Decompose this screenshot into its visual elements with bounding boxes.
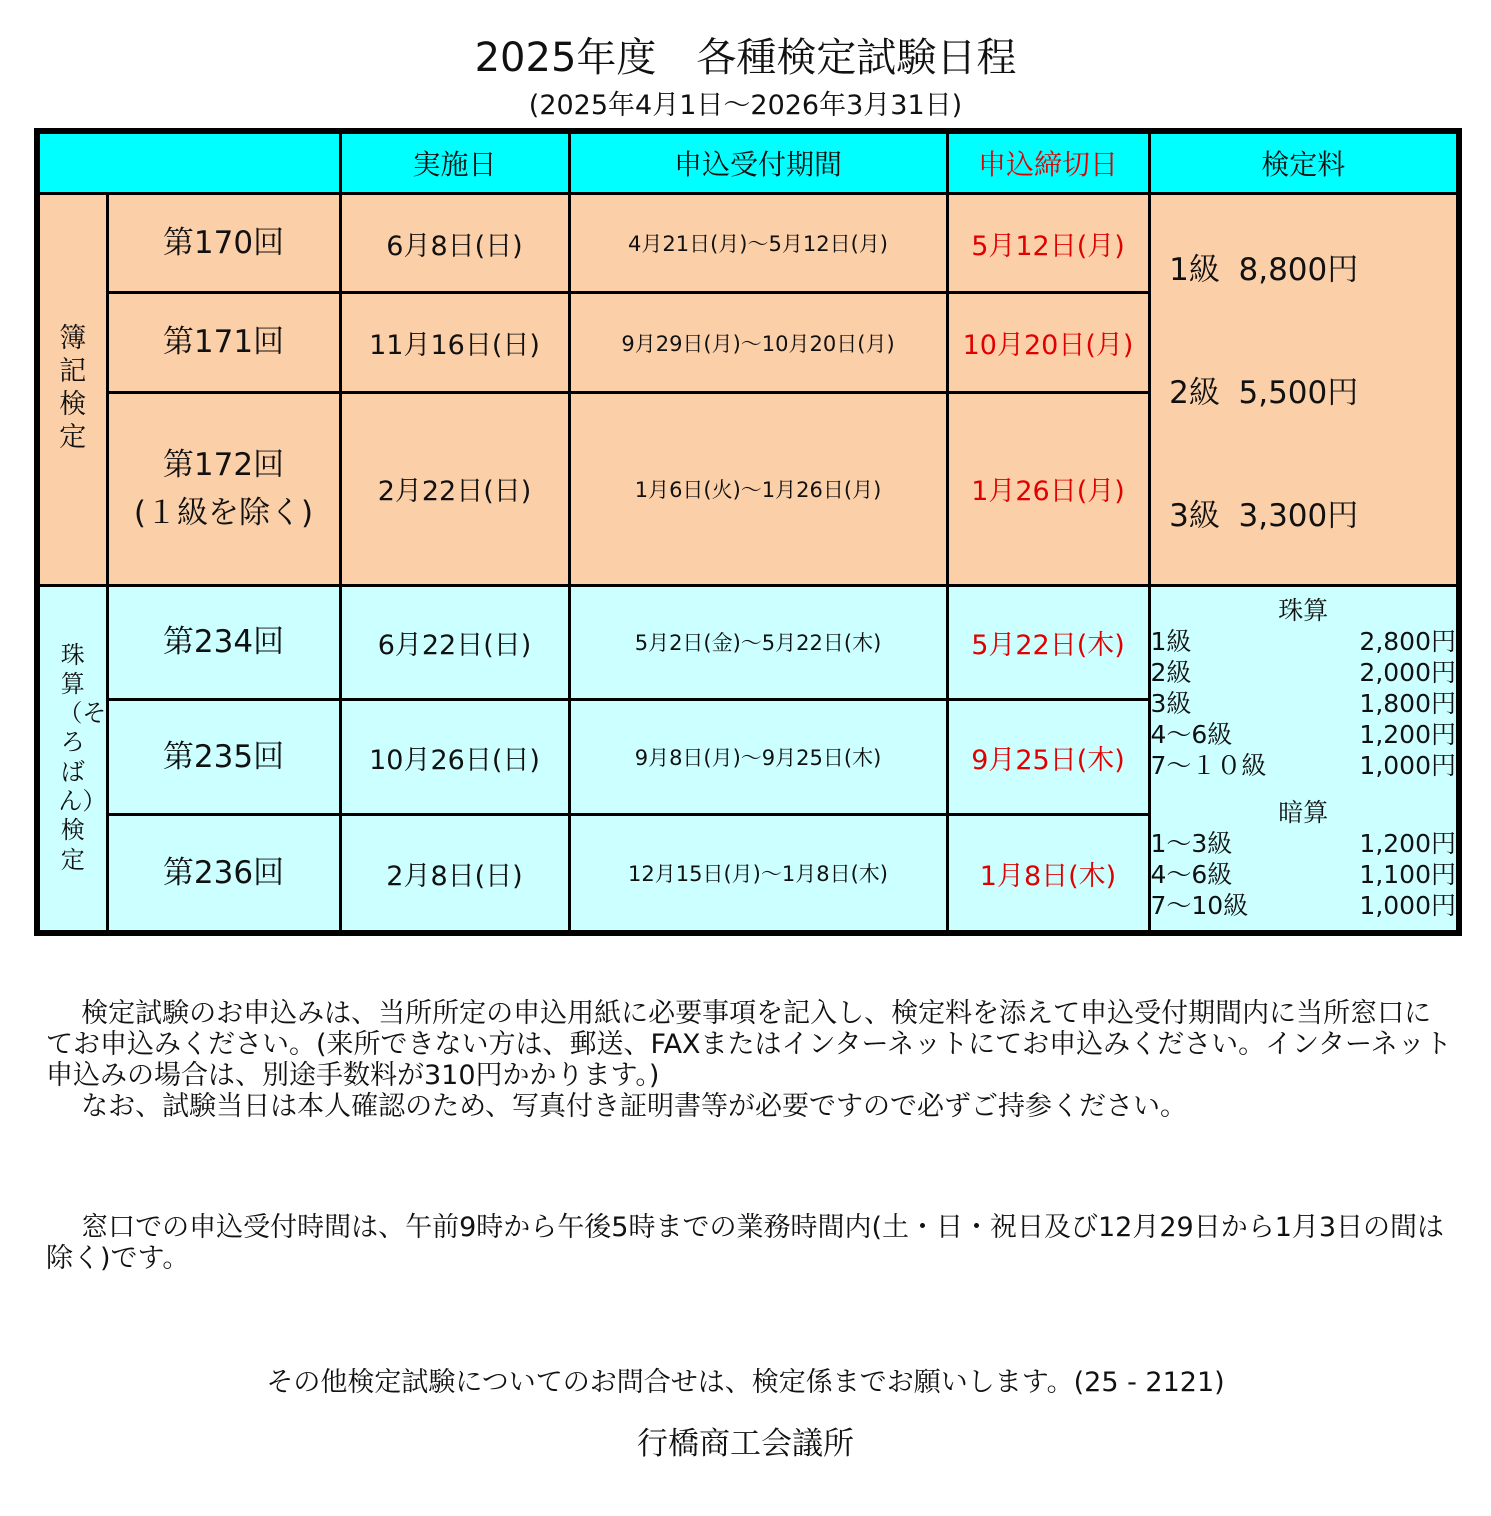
application-period-cell: 1月6日(火)～1月26日(月): [569, 392, 947, 585]
round-cell: 第235回: [107, 700, 340, 815]
fee-line: [1151, 328, 1457, 451]
table-row: [37, 585, 1459, 700]
boki-fee-cell: [1149, 194, 1459, 586]
round-number: 第172回: [162, 446, 285, 483]
application-period-cell: 5月2日(金)～5月22日(木): [569, 585, 947, 700]
note-hours: 窓口での申込受付時間は、午前9時から午後5時までの業務時間内(土・日・祝日及び12月29日から1月3日の間は除く)です。: [46, 1212, 1445, 1274]
deadline-cell: 10月20日(月): [947, 293, 1149, 392]
fee-grade: 2級: [1169, 374, 1220, 411]
deadline-cell: 5月12日(月): [947, 194, 1149, 293]
fee-amount: 5,500円: [1238, 374, 1359, 411]
fee-line: 1～3級 1,200円: [1150, 829, 1456, 859]
application-period-cell: 12月15日(月)～1月8日(木): [569, 815, 947, 933]
page-subtitle: (2025年4月1日～2026年3月31日): [528, 90, 963, 121]
notes-block-2: [46, 1212, 1456, 1274]
exam-date-cell: 11月16日(日): [340, 293, 569, 392]
fee-amount: 8,800円: [1238, 251, 1359, 288]
fee-grade: 1級: [1169, 251, 1220, 288]
deadline-cell: 1月8日(木): [947, 815, 1149, 933]
exam-date-cell: 2月8日(日): [340, 815, 569, 933]
deadline-cell: 1月26日(月): [947, 392, 1149, 585]
round-cell: [107, 392, 340, 585]
header-corner: [37, 131, 340, 194]
header-deadline: 申込締切日: [947, 131, 1149, 194]
header-row: [37, 131, 1459, 194]
anzan-label: 暗算: [1278, 798, 1329, 828]
round-cell: 第170回: [107, 194, 340, 293]
fee-line: 7～10級 1,000円: [1150, 891, 1456, 921]
organization-name: 行橋商工会議所: [637, 1426, 854, 1462]
fee-line: [1151, 205, 1457, 328]
header-fee: 検定料: [1149, 131, 1459, 194]
application-period-cell: 4月21日(月)～5月12日(月): [569, 194, 947, 293]
round-note: (１級を除く): [133, 494, 314, 531]
note-id-required: なお、試験当日は本人確認のため、写真付き証明書等が必要ですので必ずご持参ください。: [81, 1091, 1188, 1122]
table-row: [37, 194, 1459, 293]
header-period: 申込受付期間: [569, 131, 947, 194]
fee-amount: 3,300円: [1238, 497, 1359, 534]
exam-date-cell: 10月26日(日): [340, 700, 569, 815]
fee-line: 4～6級 1,200円: [1150, 720, 1456, 750]
fee-line: 1級 2,800円: [1150, 627, 1456, 657]
round-cell: 第171回: [107, 293, 340, 392]
exam-date-cell: 6月22日(日): [340, 585, 569, 700]
round-cell: 第236回: [107, 815, 340, 933]
exam-date-cell: 6月8日(日): [340, 194, 569, 293]
application-period-cell: 9月29日(月)～10月20日(月): [569, 293, 947, 392]
header-date: 実施日: [340, 131, 569, 194]
schedule-table: [34, 128, 1462, 936]
deadline-cell: 5月22日(木): [947, 585, 1149, 700]
fee-grade: 3級: [1169, 497, 1220, 534]
fee-line: 7～１０級 1,000円: [1150, 751, 1456, 781]
contact-line: その他検定試験についてのお問合せは、検定係までお願いします。(25 - 2121): [266, 1367, 1225, 1398]
shuzan-label: 珠算: [1278, 596, 1329, 626]
fee-line: 3級 1,800円: [1150, 689, 1456, 719]
fee-line: 4～6級 1,100円: [1150, 860, 1456, 890]
notes-block-1: [46, 998, 1456, 1122]
fee-line: 2級 2,000円: [1150, 658, 1456, 688]
deadline-cell: 9月25日(木): [947, 700, 1149, 815]
page-title: 2025年度 各種検定試験日程: [474, 35, 1017, 81]
exam-date-cell: 2月22日(日): [340, 392, 569, 585]
note-application: 検定試験のお申込みは、当所所定の申込用紙に必要事項を記入し、検定料を添えて申込受付期間内に当所窓口にてお申込みください。(来所できない方は、郵送、FAXまたはインターネットにてお申込みください。インターネット申込みの場合は、別途手数料が310円かかります。): [46, 998, 1452, 1091]
application-period-cell: 9月8日(月)～9月25日(木): [569, 700, 947, 815]
boki-group-label: 簿記検定: [37, 194, 107, 586]
fee-line: [1151, 451, 1457, 574]
round-cell: 第234回: [107, 585, 340, 700]
soroban-fee-cell: [1149, 585, 1459, 933]
soroban-group-label: 珠算（そろばん）検定: [37, 585, 107, 933]
